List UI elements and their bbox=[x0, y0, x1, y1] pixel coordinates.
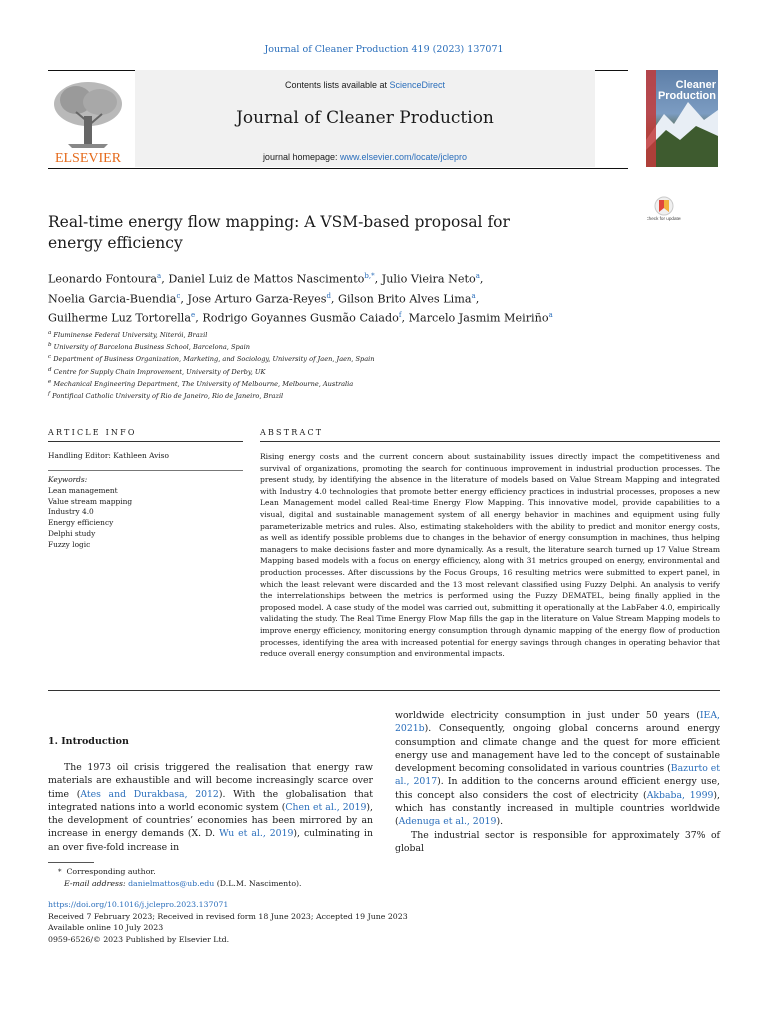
cover-title: Cleaner Production bbox=[657, 79, 716, 102]
abstract-bottom-divider bbox=[48, 690, 720, 691]
corresponding-author-note: * Corresponding author. bbox=[58, 867, 156, 876]
keywords-heading: Keywords: bbox=[48, 475, 88, 484]
introduction-heading: 1. Introduction bbox=[48, 736, 129, 747]
footnotes bbox=[48, 866, 302, 890]
abstract-text: Rising energy costs and the current concern about sustainability issues directly impact the competitiveness and survival of organizations, promoting the search for continuous improvement in industrial production processes. The present study, by identifying the absence in the literature of models based on Value Stream Mapping and integrated with Industry 4.0 technologies that promote better energy efficiency practices in industrial processes, proposes a new Lean Management model called Real-time Energy Flow Mapping. This innovative model, provide capabilities to a visual, digital and sustainable management system of all energy behavior in machines and equipment using fully parameterizable metrics and rules. Also, estimating stakeholders with the ability to predict and monitor energy costs, as well as identify possible problems due to changes in the behavior of energy consumption in machines, thus helping managers to make decisions faster and more dynamically. As a result, the literature search turned up 17 Value Stream Mapping based models with a focus on energy efficiency, along with 31 metrics grouped on energy, environmental and production processes. After discussions by the Focus Groups, 16 resulting metrics were submitted to expert panel, in which the least relevant were discarded and the 13 most relevant classified using Fuzzy Delphi. An analysis to verify the interrelationships between the metrics is performed using the Fuzzy DEMATEL, being finally applied in the proposed model. A case study of the model was carried out, submitting it operationally at the LabFaber 4.0, empirically validating the study. The Real Time Energy Flow Map fills the gap in the literature on Value Stream Mapping models to improve energy efficiency, monitoring energy consumption through dynamic mapping of the energy flow of production processes, identifying the area with increased potential for energy savings through changes in operating behavior that reduce overall energy consumption and environmental impacts. bbox=[260, 452, 720, 659]
elsevier-logo bbox=[48, 78, 128, 164]
affiliation-item bbox=[48, 389, 688, 401]
right-column bbox=[395, 709, 720, 855]
keyword-item: Value stream mapping bbox=[48, 496, 133, 506]
check-for-updates-badge[interactable] bbox=[647, 195, 681, 229]
homepage-prefix: journal homepage: bbox=[262, 152, 340, 162]
affiliation-mark: d bbox=[48, 366, 52, 373]
check-updates-label: Check for updates bbox=[647, 216, 681, 221]
keyword-item: Fuzzy logic bbox=[48, 539, 91, 549]
affiliation-mark: e bbox=[48, 378, 52, 385]
author-affiliation-mark[interactable]: b,* bbox=[364, 272, 375, 280]
homepage-line bbox=[135, 152, 595, 162]
asterisk-mark: * bbox=[58, 868, 62, 876]
citation-link[interactable]: IEA, 2021b bbox=[395, 710, 720, 735]
journal-reference[interactable]: Journal of Cleaner Production 419 (2023) 137071 bbox=[264, 44, 504, 55]
article-info-divider bbox=[48, 441, 243, 442]
author-name[interactable]: Guilherme Luz Tortorella bbox=[48, 312, 192, 326]
author-affiliation-mark[interactable]: a bbox=[475, 272, 480, 280]
author-name[interactable]: Leonardo Fontoura bbox=[48, 272, 158, 286]
doi-link[interactable]: https://doi.org/10.1016/j.jclepro.2023.137071 bbox=[48, 900, 229, 909]
affiliation-item bbox=[48, 328, 688, 340]
affiliation-item bbox=[48, 352, 688, 364]
elsevier-wordmark: ELSEVIER bbox=[54, 151, 122, 164]
affiliation-text: Department of Business Organization, Marketing, and Sociology, University of Jaen, Jaen, Spain bbox=[53, 355, 375, 364]
affiliation-list bbox=[48, 328, 688, 401]
abstract-heading: ABSTRACT bbox=[260, 428, 324, 437]
affiliation-text: University of Barcelona Business School, Barcelona, Spain bbox=[53, 343, 250, 352]
affiliation-item bbox=[48, 340, 688, 352]
intro-paragraph-2: The industrial sector is responsible for approximately 37% of global bbox=[395, 829, 720, 854]
homepage-link[interactable]: www.elsevier.com/locate/jclepro bbox=[340, 152, 468, 162]
sciencedirect-link[interactable]: ScienceDirect bbox=[389, 80, 446, 90]
author-affiliation-mark[interactable]: d bbox=[326, 291, 331, 300]
affiliation-mark: a bbox=[48, 330, 52, 336]
author-affiliation-mark[interactable]: e bbox=[191, 311, 196, 320]
publication-info bbox=[48, 899, 408, 945]
affiliation-mark: c bbox=[48, 354, 52, 361]
keywords-list bbox=[48, 486, 132, 550]
author-name[interactable]: Julio Vieira Neto bbox=[381, 272, 476, 286]
contents-prefix: Contents lists available at bbox=[284, 80, 390, 90]
affiliation-text: Pontifical Catholic University of Rio de Janeiro, Rio de Janeiro, Brazil bbox=[52, 392, 284, 401]
footnote-divider bbox=[48, 862, 94, 863]
bookmark-icon bbox=[647, 195, 681, 229]
online-date: Available online 10 July 2023 bbox=[48, 923, 164, 932]
citation-link[interactable]: Akbaba, 1999 bbox=[646, 789, 714, 801]
author-name[interactable]: Marcelo Jasmim Meiriño bbox=[408, 312, 549, 326]
author-name[interactable]: Rodrigo Goyannes Gusmão Caiado bbox=[202, 312, 399, 326]
keyword-item: Energy efficiency bbox=[48, 518, 114, 528]
author-name[interactable]: Jose Arturo Garza-Reyes bbox=[187, 292, 327, 306]
email-link[interactable]: danielmattos@ub.edu bbox=[128, 879, 215, 888]
citation-link[interactable]: Adenuga et al., 2019 bbox=[398, 816, 497, 828]
abstract-divider bbox=[260, 441, 720, 442]
affiliation-text: Mechanical Engineering Department, The University of Melbourne, Melbourne, Australia bbox=[53, 379, 354, 388]
citation-link[interactable]: Bazurto et al., 2017 bbox=[395, 763, 720, 788]
affiliation-mark: b bbox=[48, 342, 52, 349]
intro-paragraph-1-cont: worldwide electricity consumption in just under 50 years (IEA, 2021b). Consequently, ongoing global concerns around energy consumption and climate change and the quest for more efficient energy use and management have led to the concept of sustainable development becoming consolidated in various countries (Bazurto et al., 2017). In addition to the concerns around efficient energy use, this concept also considers the cost of electricity (Akbaba, 1999), which has constantly increased in multiple countries worldwide (Adenuga et al., 2019). bbox=[395, 710, 721, 828]
elsevier-tree-icon bbox=[48, 78, 128, 164]
citation-link[interactable]: Wu et al., 2019 bbox=[219, 828, 294, 840]
affiliation-text: Centre for Supply Chain Improvement, University of Derby, UK bbox=[53, 367, 266, 376]
author-affiliation-mark[interactable]: f bbox=[398, 311, 402, 320]
author-name[interactable]: Daniel Luiz de Mattos Nascimento bbox=[168, 272, 365, 286]
copyright: 0959-6526/© 2023 Published by Elsevier Ltd. bbox=[48, 934, 230, 944]
journal-cover-image[interactable] bbox=[646, 70, 718, 167]
keywords-divider bbox=[48, 470, 243, 471]
citation-link[interactable]: Chen et al., 2019 bbox=[285, 801, 367, 813]
author-affiliation-mark[interactable]: a bbox=[157, 272, 162, 280]
article-info-heading: ARTICLE INFO bbox=[48, 428, 137, 437]
affiliation-mark: f bbox=[48, 390, 51, 397]
keyword-item: Lean management bbox=[48, 486, 118, 495]
handling-editor: Handling Editor: Kathleen Aviso bbox=[48, 451, 169, 460]
author-name[interactable]: Gilson Brito Alves Lima bbox=[338, 292, 472, 306]
contents-line bbox=[135, 80, 595, 90]
journal-title: Journal of Cleaner Production bbox=[236, 108, 494, 128]
left-column bbox=[48, 761, 373, 854]
affiliation-item bbox=[48, 365, 688, 377]
affiliation-text: Fluminense Federal University, Niterói, Brazil bbox=[53, 331, 208, 340]
email-note: E-mail address: danielmattos@ub.edu (D.L.M. Nascimento). bbox=[64, 879, 302, 888]
keyword-item: Delphi study bbox=[48, 528, 96, 538]
received-dates: Received 7 February 2023; Received in revised form 18 June 2023; Accepted 19 June 2023 bbox=[48, 911, 408, 921]
citation-link[interactable]: Ates and Durakbasa, 2012 bbox=[80, 788, 219, 800]
keyword-item: Industry 4.0 bbox=[48, 507, 94, 517]
author-name[interactable]: Noelia Garcia-Buendia bbox=[48, 292, 177, 306]
author-affiliation-mark[interactable]: a bbox=[471, 291, 476, 300]
intro-paragraph-1: The 1973 oil crisis triggered the realisation that energy raw materials are exhaustible and will become increasingly scarce over time (Ates and Durakbasa, 2012). With the globalisation that integrated nations into a world economic system (Chen et al., 2019), the development of countries’ economies has been mirrored by an increase in energy demands (X. D. Wu et al., 2019), culminating in an over five-fold increase in bbox=[48, 762, 374, 853]
paper-title: Real-time energy flow mapping: A VSM-based proposal for energy efficiency bbox=[48, 213, 510, 252]
author-affiliation-mark[interactable]: a bbox=[548, 311, 553, 320]
author-affiliation-mark[interactable]: c bbox=[176, 291, 181, 300]
affiliation-item bbox=[48, 377, 688, 389]
author-list: Leonardo Fontoura$^a$, Daniel Luiz de Mattos Nascimento$^{b,*}$, Julio Vieira Neto$^a$, Noelia Garcia-Buendia$^c$, Jose Arturo Garza-Reyes$^d$, Gilson Brito Alves Lima$^a$, Guilherme Luz Tortorella$^e$, Rodrigo Goyannes Gusmão Caiado$^f$, Marcelo Jasmim Meiriño$^a$ bbox=[48, 272, 553, 326]
